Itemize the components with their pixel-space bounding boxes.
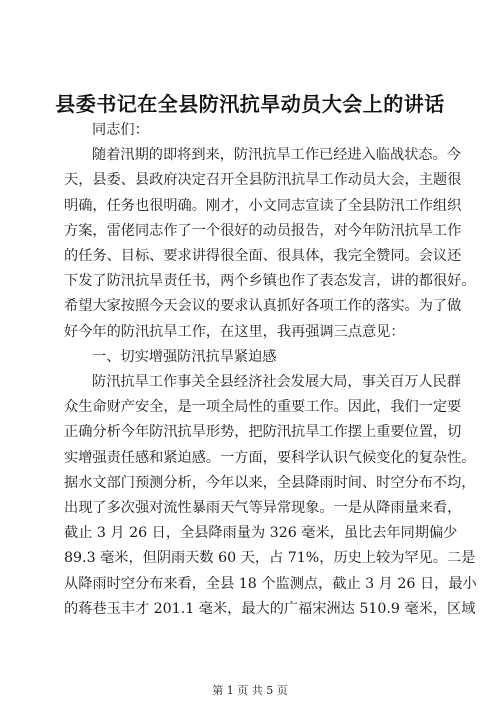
paragraph-line: 实增强责任感和紧迫感。一方面，要科学认识气候变化的复杂性。 (64, 449, 476, 466)
paragraph-line: 出现了多次强对流性暴雨天气等异常现象。一是从降雨量来看， (64, 500, 462, 517)
paragraph-line: 正确分析今年防汛抗旱形势，把防汛抗旱工作摆上重要位置，切 (64, 424, 462, 441)
paragraph-line: 防汛抗旱工作事关全县经济社会发展大局，事关百万人民群 (92, 374, 461, 391)
paragraph-line: 据水文部门预测分析，今年以来，全县降雨时间、时空分布不均， (64, 474, 476, 491)
paragraph-line: 希望大家按照今天会议的要求认真抓好各项工作的落实。为了做 (64, 298, 462, 315)
paragraph-line: 天，县委、县政府决定召开全县防汛抗旱工作动员大会，主题很 (64, 172, 462, 189)
document-title: 县委书记在全县防汛抗旱动员大会上的讲话 (55, 92, 445, 116)
paragraph-line: 下发了防汛抗旱责任书，两个乡镇也作了表态发言，讲的都很好。 (64, 273, 476, 290)
paragraph-line: 明确，任务也很明确。刚才，小文同志宣读了全县防汛工作组织 (64, 197, 462, 214)
paragraph-line: 的任务、目标、要求讲得很全面、很具体，我完全赞同。会议还 (64, 248, 462, 265)
document-body (64, 118, 477, 622)
page-footer: 第 1 页 共 5 页 (212, 684, 288, 697)
section-heading: 一、切实增强防汛抗旱紧迫感 (92, 348, 277, 365)
salutation: 同志们： (92, 122, 149, 138)
paragraph-line: 截止 3 月 26 日，全县降雨量为 326 毫米，虽比去年同期偏少 (64, 525, 458, 542)
paragraph-line: 的蒋巷玉丰才 201.1 毫米，最大的广福宋洲达 510.9 毫米，区域 (64, 600, 476, 617)
paragraph-line: 方案，雷佬同志作了一个很好的动员报告，对今年防汛抗旱工作 (64, 222, 462, 239)
paragraph-line: 众生命财产安全，是一项全局性的重要工作。因此，我们一定要 (64, 399, 462, 416)
paragraph-line: 从降雨时空分布来看，全县 18 个监测点，截止 3 月 26 日，最小 (64, 575, 477, 592)
paragraph-line: 89.3 毫米，但阴雨天数 60 天，占 71%，历史上较为罕见。二是 (64, 550, 476, 567)
paragraph-line: 随着汛期的即将到来，防汛抗旱工作已经进入临战状态。今 (92, 147, 461, 164)
paragraph-line: 好今年的防汛抗旱工作，在这里，我再强调三点意见： (64, 323, 405, 340)
